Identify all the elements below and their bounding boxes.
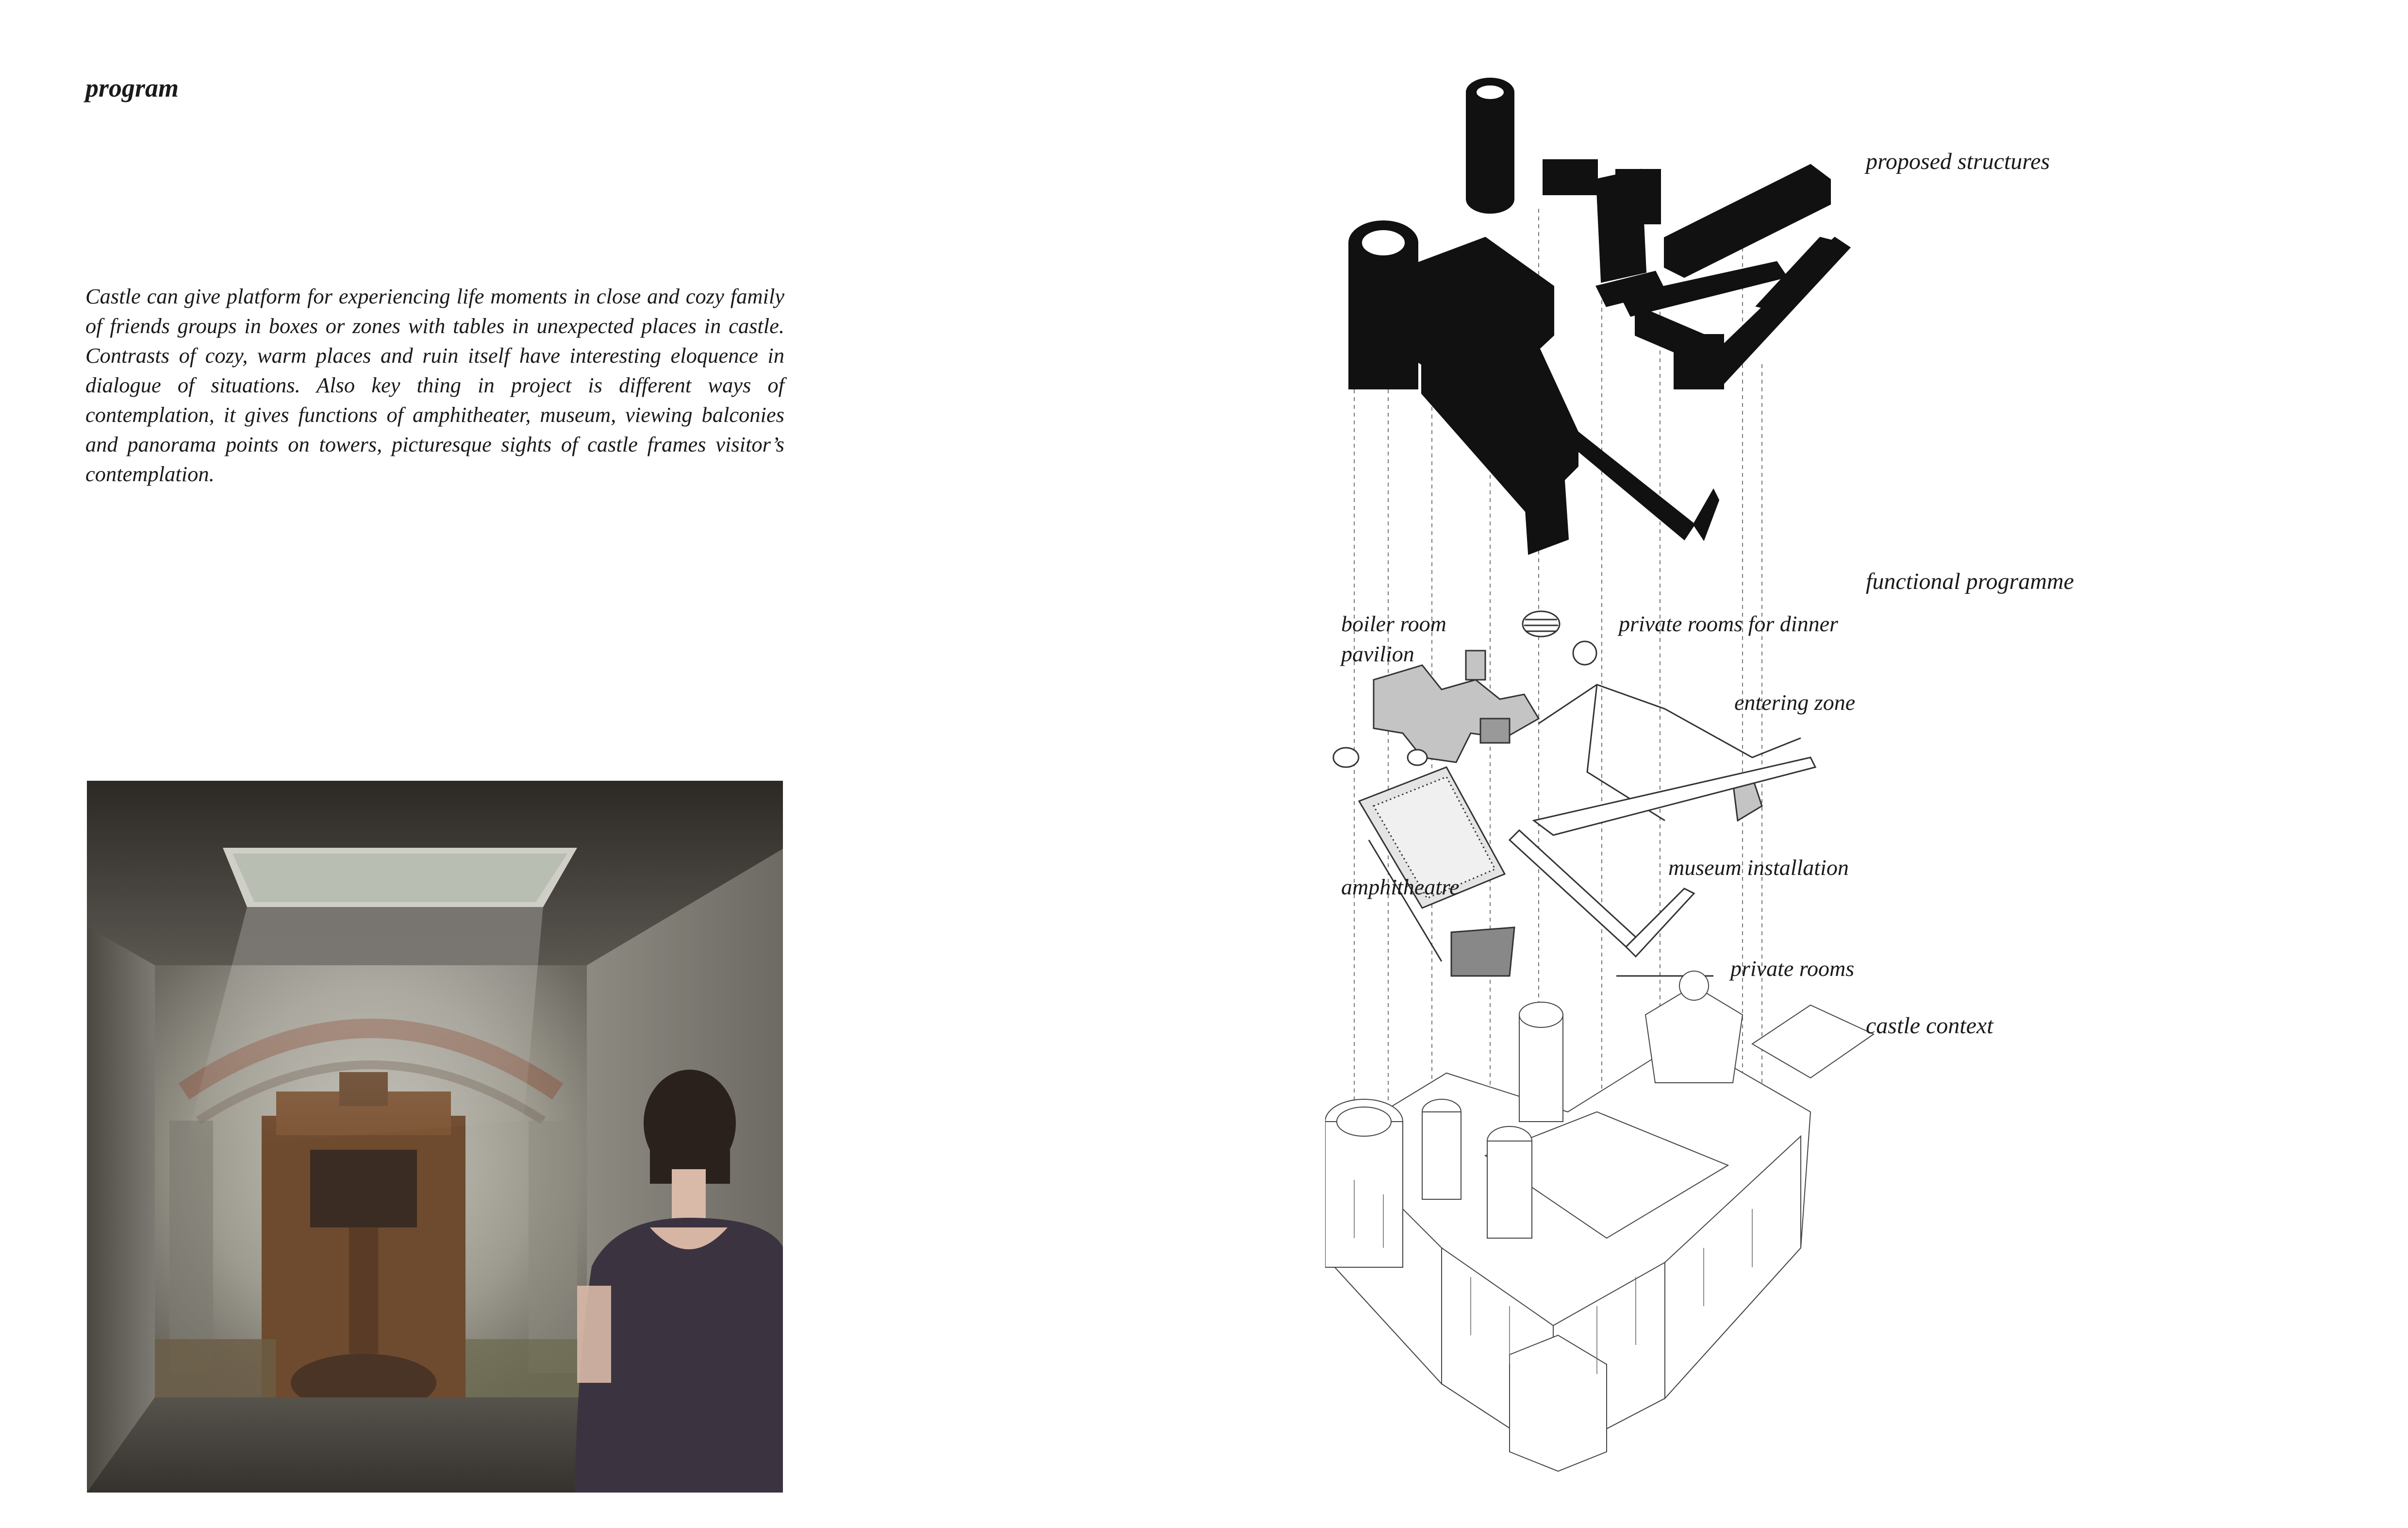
section-heading: program xyxy=(85,73,179,102)
castle-context-layer xyxy=(1325,971,1874,1471)
layer-label-context: castle context xyxy=(1866,1013,1993,1039)
label-private-rooms-dinner: private rooms for dinner xyxy=(1619,611,1838,636)
label-entering-zone: entering zone xyxy=(1734,690,1856,715)
axonometric-drawing xyxy=(1325,63,2005,1500)
label-amphitheatre: amphitheatre xyxy=(1341,874,1460,899)
label-museum-installation: museum installation xyxy=(1668,855,1849,880)
interior-visualization-image xyxy=(87,781,783,1493)
label-boiler-room: boiler room xyxy=(1341,611,1446,636)
exploded-axonometric-diagram xyxy=(1325,63,2005,1500)
intro-paragraph: Castle can give platform for experiencing life moments in close and cozy family of friends groups in boxes or zones with tables in unexpected places in castle. Contrasts of cozy, warm places and ruin itself have interesting eloquence in dialogue of situations. Also key thing in project is different ways of contemplation, it gives functions of amphitheater, museum, viewing balconies and panorama points on towers, picturesque sights of castle frames visitor’s contemplation. xyxy=(85,284,784,486)
proposed-structures-layer xyxy=(1349,79,1849,554)
layer-label-functional: functional programme xyxy=(1866,569,2074,594)
layer-label-proposed: proposed structures xyxy=(1866,149,2050,174)
label-private-rooms: private rooms xyxy=(1730,956,1855,981)
label-pavilion: pavilion xyxy=(1341,641,1414,666)
